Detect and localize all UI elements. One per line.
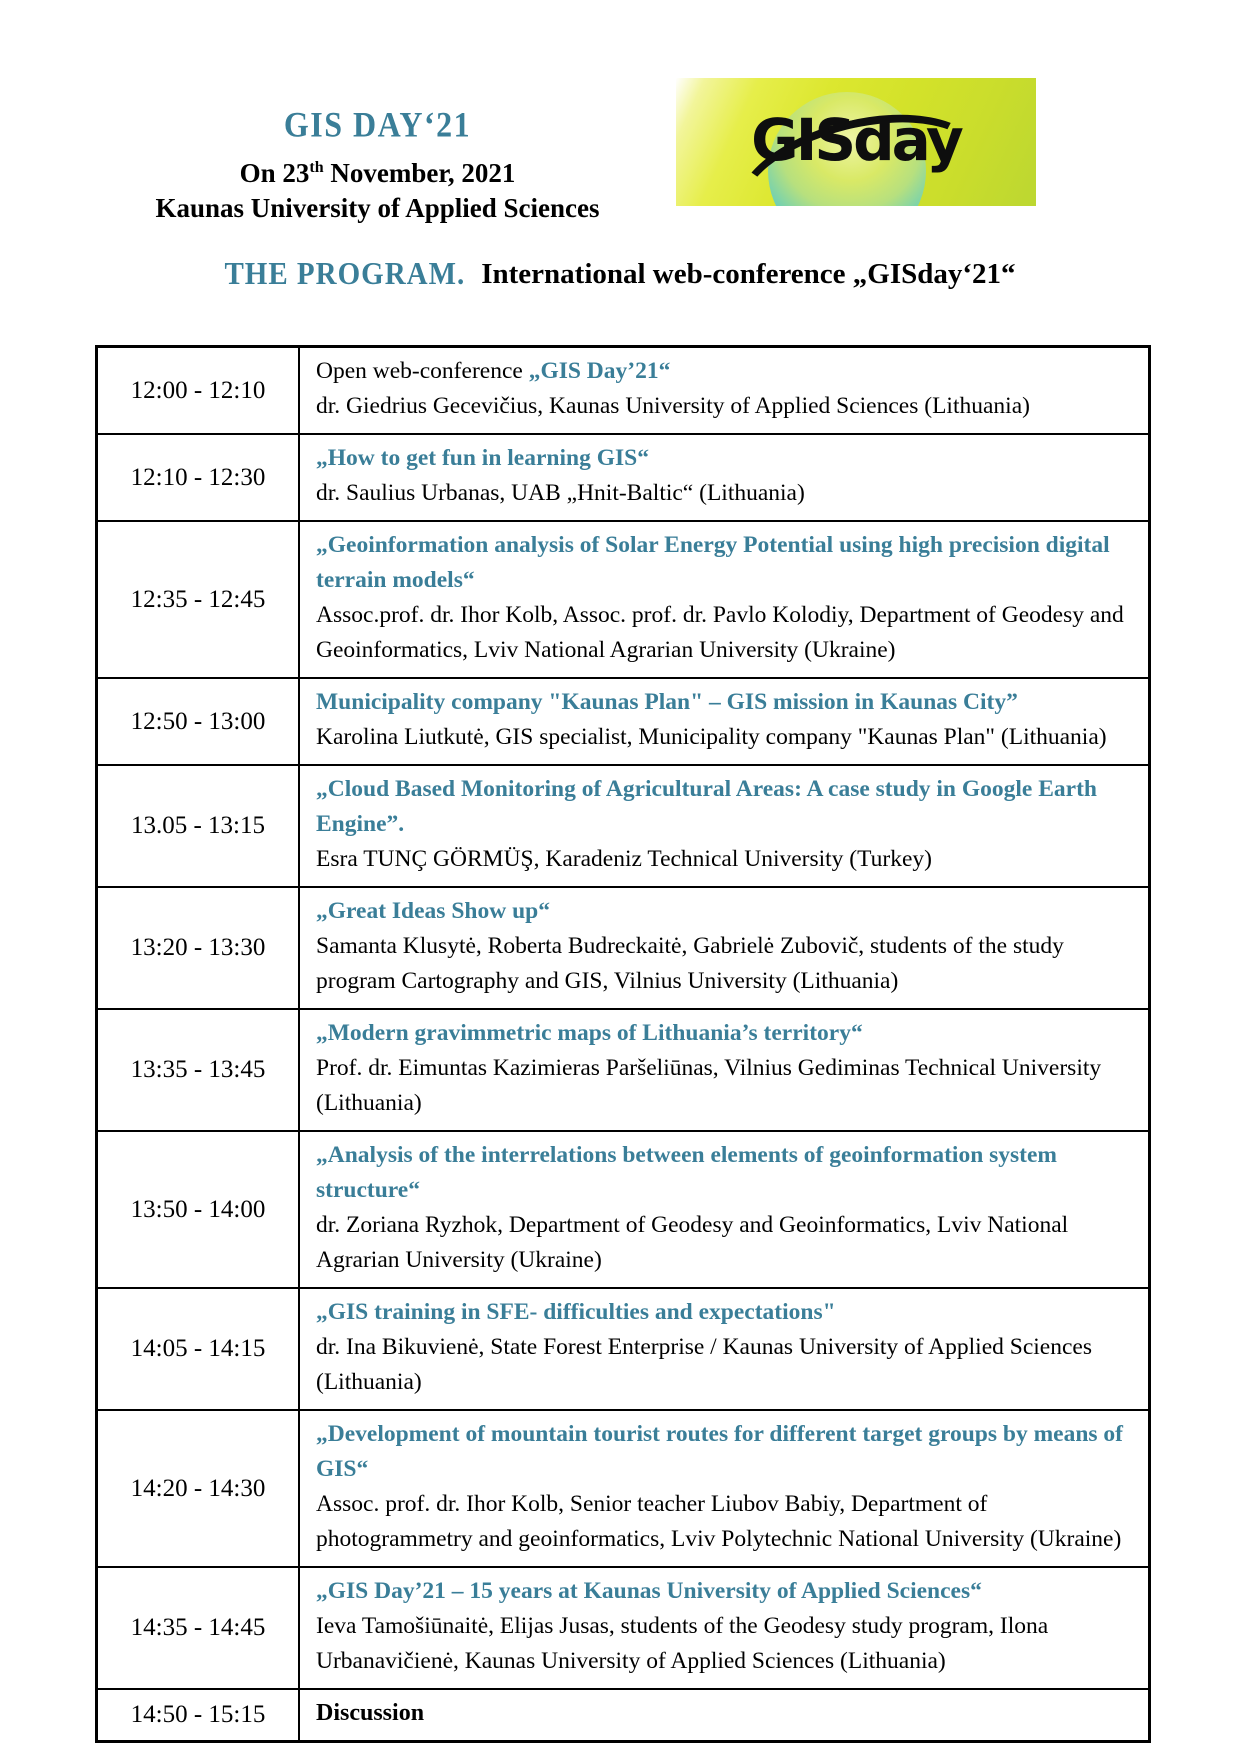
event-date-day: On 23 bbox=[239, 158, 310, 188]
session-title bbox=[316, 1696, 1136, 1731]
session-speaker: Assoc. prof. dr. Ihor Kolb, Senior teacher Liubov Babiy, Department of photogrammetry and geoinformatics, Lviv Polytechnic National University (Ukraine) bbox=[316, 1491, 1122, 1552]
program-label: THE PROGRAM. bbox=[224, 256, 466, 292]
session-title-text: Discussion bbox=[316, 1700, 425, 1726]
session-speaker: Assoc.prof. dr. Ihor Kolb, Assoc. prof. dr. Pavlo Kolodiy, Department of Geodesy and Geoinformatics, Lviv National Agrarian University (Ukraine) bbox=[316, 602, 1124, 663]
session-speaker: Samanta Klusytė, Roberta Budreckaitė, Gabrielė Zubovič, students of the study program Cartography and GIS, Vilnius University (Lithuania) bbox=[316, 933, 1064, 994]
header-block bbox=[105, 103, 650, 226]
program-table bbox=[95, 345, 1151, 1743]
table-row bbox=[97, 1288, 1150, 1410]
session-speaker: dr. Saulius Urbanas, UAB „Hnit-Baltic“ (Lithuania) bbox=[316, 480, 805, 506]
venue-name: Kaunas University of Applied Sciences bbox=[155, 193, 600, 223]
session-title-text: „GIS Day’21“ bbox=[528, 358, 671, 384]
session-cell bbox=[299, 887, 1150, 1009]
session-title bbox=[316, 441, 1136, 476]
time-slot: 12:50 - 13:00 bbox=[97, 678, 300, 765]
time-slot: 12:10 - 12:30 bbox=[97, 434, 300, 521]
session-title bbox=[316, 1138, 1136, 1208]
session-title-text: „Development of mountain tourist routes for different target groups by means of GIS“ bbox=[316, 1421, 1123, 1482]
time-slot: 14:05 - 14:15 bbox=[97, 1288, 300, 1410]
session-title-text: „Geoinformation analysis of Solar Energy Potential using high precision digital terrain models“ bbox=[316, 532, 1110, 593]
table-row bbox=[97, 1567, 1150, 1689]
gisday-logo bbox=[676, 78, 1036, 206]
session-speaker: Karolina Liutkutė, GIS specialist, Municipality company "Kaunas Plan" (Lithuania) bbox=[316, 724, 1107, 750]
time-slot: 12:35 - 12:45 bbox=[97, 521, 300, 678]
time-slot: 13:50 - 14:00 bbox=[97, 1131, 300, 1288]
session-cell bbox=[299, 1288, 1150, 1410]
session-title-text: „GIS Day’21 – 15 years at Kaunas University of Applied Sciences“ bbox=[316, 1578, 982, 1604]
session-title bbox=[316, 772, 1136, 842]
session-speaker: Esra TUNÇ GÖRMÜŞ, Karadeniz Technical University (Turkey) bbox=[316, 846, 932, 872]
time-slot: 14:20 - 14:30 bbox=[97, 1410, 300, 1567]
session-title bbox=[316, 1417, 1136, 1487]
session-title-text: „Modern gravimmetric maps of Lithuania’s territory“ bbox=[316, 1020, 863, 1046]
event-title: GIS DAY‘21 bbox=[283, 103, 472, 145]
event-date-rest: November, 2021 bbox=[323, 158, 516, 188]
table-row bbox=[97, 1009, 1150, 1131]
session-cell bbox=[299, 347, 1150, 435]
table-row bbox=[97, 347, 1150, 435]
time-slot: 14:35 - 14:45 bbox=[97, 1567, 300, 1689]
session-title bbox=[316, 528, 1136, 598]
session-title-text: „Great Ideas Show up“ bbox=[316, 898, 550, 924]
session-title bbox=[316, 1016, 1136, 1051]
session-cell bbox=[299, 1131, 1150, 1288]
event-date bbox=[105, 151, 650, 190]
program-heading bbox=[0, 258, 1240, 291]
session-cell bbox=[299, 678, 1150, 765]
program-title: International web-conference „GISday‘21“ bbox=[481, 258, 1016, 290]
session-title-prefix: Open web-conference bbox=[316, 358, 529, 384]
gisday-logo-text: GISday bbox=[751, 106, 961, 174]
session-cell bbox=[299, 521, 1150, 678]
table-row bbox=[97, 1131, 1150, 1288]
session-cell bbox=[299, 1689, 1150, 1742]
table-row bbox=[97, 1689, 1150, 1742]
time-slot: 14:50 - 15:15 bbox=[97, 1689, 300, 1742]
session-cell bbox=[299, 1410, 1150, 1567]
session-title-text: „Analysis of the interrelations between elements of geoinformation system structure“ bbox=[316, 1142, 1058, 1203]
session-cell bbox=[299, 1009, 1150, 1131]
table-row bbox=[97, 678, 1150, 765]
table-row bbox=[97, 1410, 1150, 1567]
event-date-ordinal: th bbox=[309, 159, 324, 176]
session-speaker: Ieva Tamošiūnaitė, Elijas Jusas, students of the Geodesy study program, Ilona Urbanavičienė, Kaunas University of Applied Sciences (Lithuania) bbox=[316, 1613, 1049, 1674]
session-cell bbox=[299, 765, 1150, 887]
session-title bbox=[316, 1574, 1136, 1609]
time-slot: 13:20 - 13:30 bbox=[97, 887, 300, 1009]
table-row bbox=[97, 887, 1150, 1009]
session-title bbox=[316, 685, 1136, 720]
session-speaker: dr. Ina Bikuvienė, State Forest Enterprise / Kaunas University of Applied Sciences (Lithuania) bbox=[316, 1334, 1092, 1395]
time-slot: 13.05 - 13:15 bbox=[97, 765, 300, 887]
time-slot: 12:00 - 12:10 bbox=[97, 347, 300, 435]
session-speaker: dr. Zoriana Ryzhok, Department of Geodesy and Geoinformatics, Lviv National Agrarian University (Ukraine) bbox=[316, 1212, 1069, 1273]
session-title-text: Municipality company "Kaunas Plan" – GIS mission in Kaunas City” bbox=[316, 689, 1018, 715]
session-title bbox=[316, 1295, 1136, 1330]
session-title-text: „GIS training in SFE- difficulties and expectations" bbox=[316, 1299, 836, 1325]
session-title bbox=[316, 354, 1136, 389]
session-title bbox=[316, 894, 1136, 929]
table-row bbox=[97, 521, 1150, 678]
session-speaker: Prof. dr. Eimuntas Kazimieras Paršeliūnas, Vilnius Gediminas Technical University (Lithuania) bbox=[316, 1055, 1102, 1116]
session-title-text: „Cloud Based Monitoring of Agricultural Areas: A case study in Google Earth Engine”. bbox=[316, 776, 1097, 837]
session-speaker: dr. Giedrius Gecevičius, Kaunas University of Applied Sciences (Lithuania) bbox=[316, 393, 1030, 419]
time-slot: 13:35 - 13:45 bbox=[97, 1009, 300, 1131]
table-row bbox=[97, 434, 1150, 521]
session-cell bbox=[299, 434, 1150, 521]
session-cell bbox=[299, 1567, 1150, 1689]
session-title-text: „How to get fun in learning GIS“ bbox=[316, 445, 649, 471]
table-row bbox=[97, 765, 1150, 887]
